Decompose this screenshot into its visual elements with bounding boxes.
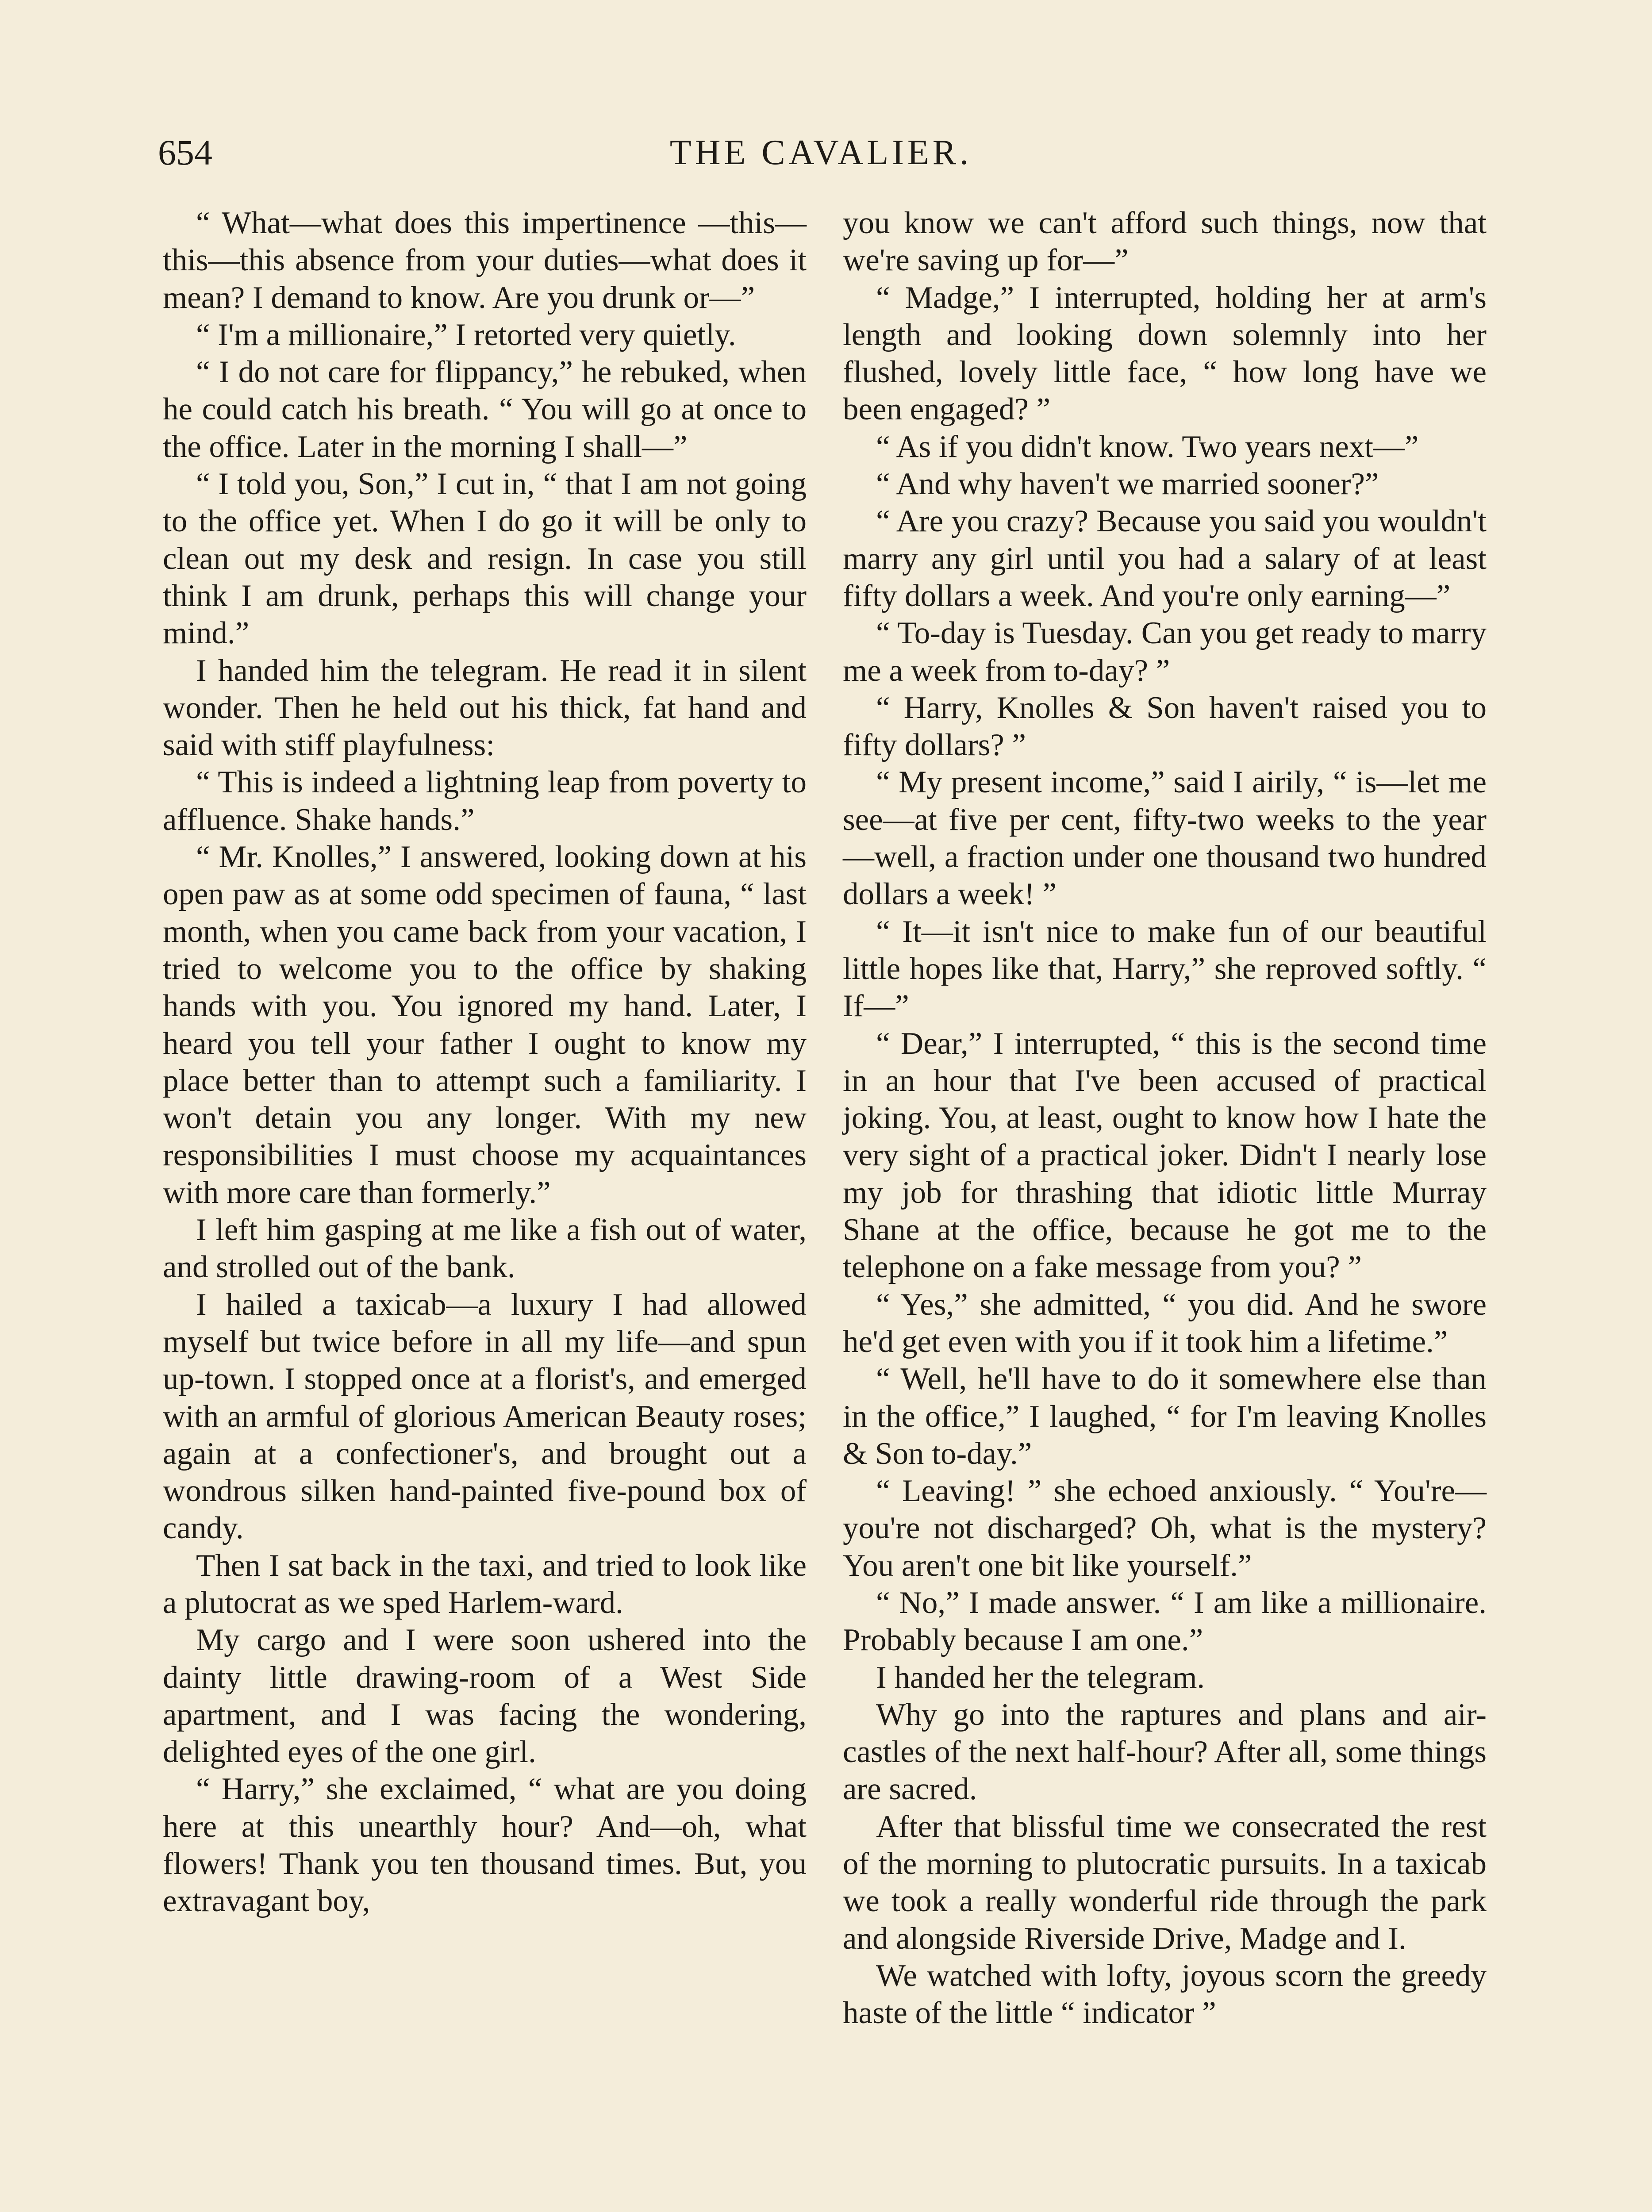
paragraph: We watched with lofty, joyous scorn the greedy haste of the little “ indicator ” — [843, 1958, 1487, 2031]
paragraph: “ As if you didn't know. Two years next—” — [876, 429, 1419, 464]
paragraph: “ I'm a millionaire,” I retorted very quietly. — [196, 317, 736, 352]
page-header — [158, 128, 1484, 177]
paragraph: I handed him the telegram. He read it in silent wonder. Then he held out his thick, fat hand and said with stiff playfulness: — [163, 653, 807, 763]
paragraph: Then I sat back in the taxi, and tried to look like a plutocrat as we sped Harlem-ward. — [163, 1548, 807, 1620]
paragraph: I left him gasping at me like a fish out of water, and strolled out of the bank. — [163, 1213, 807, 1285]
paragraph: “ Well, he'll have to do it somewhere else than in the office,” I laughed, “ for I'm leaving Knolles & Son to-day.” — [843, 1362, 1487, 1471]
paragraph: I hailed a taxicab—a luxury I had allowed myself but twice before in all my life—and spun up-town. I stopped once at a florist's, and emerged with an armful of glorious American Beauty roses; again at a confectioner's, and brought out a wondrous silken hand-painted five-pound box of candy. — [163, 1287, 807, 1546]
running-title: THE CAVALIER. — [669, 133, 972, 172]
paragraph: “ Dear,” I interrupted, “ this is the second time in an hour that I've been accused of practical joking. You, at least, ought to know how I hate the very sight of a practical joker. Didn't I nearly lose my job for thrashing that idiotic little Murray Shane at the office, because he got me to the telephone on a fake message from you? ” — [843, 1026, 1487, 1285]
paragraph: “ Madge,” I interrupted, holding her at arm's length and looking down solemnly into her flushed, lovely little face, “ how long have we been engaged? ” — [843, 280, 1487, 427]
paragraph: After that blissful time we consecrated the rest of the morning to plutocratic pursuits. In a taxicab we took a really wonderful ride through the park and alongside Riverside Drive, Madge and I. — [843, 1809, 1487, 1956]
paragraph: Why go into the raptures and plans and air-castles of the next half-hour? After all, some things are sacred. — [843, 1697, 1487, 1807]
paragraph: “ My present income,” said I airily, “ is—let me see—at five per cent, fifty-two weeks to the year—well, a fraction under one thousand two hundred dollars a week! ” — [843, 765, 1487, 912]
paragraph: “ Leaving! ” she echoed anxiously. “ You're—you're not discharged? Oh, what is the mystery? You aren't one bit like yourself.” — [843, 1474, 1487, 1583]
paragraph: “ And why haven't we married sooner?” — [876, 467, 1379, 502]
paragraph: “ Are you crazy? Because you said you wouldn't marry any girl until you had a salary of at least fifty dollars a week. And you're only earning—” — [843, 504, 1487, 613]
paragraph: “ Yes,” she admitted, “ you did. And he swore he'd get even with you if it took him a lifetime.” — [843, 1287, 1487, 1359]
paragraph: “ Harry,” she exclaimed, “ what are you doing here at this unearthly hour? And—oh, what flowers! Thank you ten thousand times. But, you extravagant boy, — [163, 1772, 807, 1919]
paragraph: “ No,” I made answer. “ I am like a millionaire. Probably because I am one.” — [843, 1585, 1487, 1658]
paragraph: you know we can't afford such things, now that we're saving up for—” — [843, 206, 1487, 278]
paragraph: I handed her the telegram. — [876, 1660, 1205, 1695]
paragraph: “ I do not care for flippancy,” he rebuked, when he could catch his breath. “ You will go at once to the office. Later in the morning I shall—” — [163, 355, 807, 464]
paragraph: “ Harry, Knolles & Son haven't raised you to fifty dollars? ” — [843, 690, 1487, 763]
paragraph: “ What—what does this impertinence —this—this—this absence from your duties—what does it mean? I demand to know. Are you drunk or—” — [163, 206, 807, 315]
paragraph: “ It—it isn't nice to make fun of our beautiful little hopes like that, Harry,” she reproved softly. “ If—” — [843, 914, 1487, 1024]
left-column — [163, 204, 807, 1920]
paragraph: “ This is indeed a lightning leap from poverty to affluence. Shake hands.” — [163, 765, 807, 837]
right-column — [843, 204, 1487, 2032]
page-number: 654 — [158, 132, 212, 173]
paragraph: “ Mr. Knolles,” I answered, looking down at his open paw as at some odd specimen of fauna, “ last month, when you came back from your vacation, I tried to welcome you to the office by shaking hands with you. You ignored my hand. Later, I heard you tell your father I ought to know my place better than to attempt such a familiarity. I won't detain you any longer. With my new responsibilities I must choose my acquaintances with more care than formerly.” — [163, 840, 807, 1210]
paragraph: My cargo and I were soon ushered into the dainty little drawing-room of a West Side apartment, and I was facing the wondering, delighted eyes of the one girl. — [163, 1623, 807, 1770]
paragraph: “ I told you, Son,” I cut in, “ that I am not going to the office yet. When I do go it will be only to clean out my desk and resign. In case you still think I am drunk, perhaps this will change your mind.” — [163, 467, 807, 651]
paragraph: “ To-day is Tuesday. Can you get ready to marry me a week from to-day? ” — [843, 616, 1487, 688]
